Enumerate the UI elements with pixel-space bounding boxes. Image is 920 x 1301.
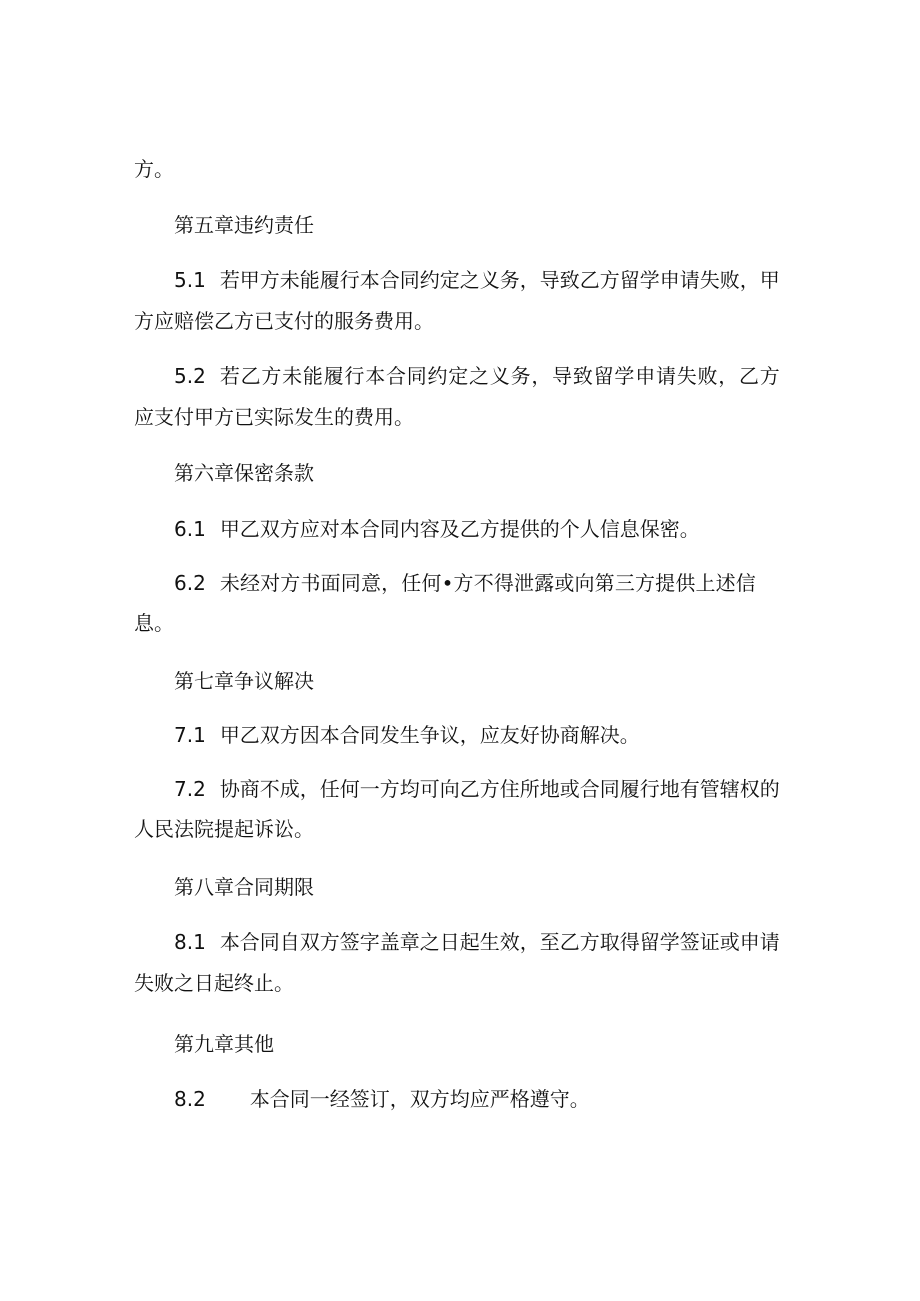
clause-number: 7.1 — [174, 723, 206, 747]
clause-8-1-line-1 — [174, 930, 824, 954]
chapter-heading-5: 第五章违约责任 — [174, 213, 314, 237]
chapter-heading-9: 第九章其他 — [174, 1032, 274, 1056]
clause-number: 7.2 — [174, 777, 206, 801]
clause-5-1-line-2: 方应赔偿乙方已支付的服务费用。 — [134, 309, 434, 333]
clause-text: 甲乙双方因本合同发生争议，应友好协商解决。 — [219, 723, 640, 747]
paragraph-continuation — [134, 157, 784, 181]
clause-5-1-line-1 — [174, 268, 824, 292]
clause-text: 若乙方未能履行本合同约定之义务，导致留学申请失败，乙方 — [219, 364, 780, 388]
clause-text: 本合同自双方签字盖章之日起生效，至乙方取得留学签证或申请 — [219, 930, 780, 954]
text: 方。 — [134, 157, 174, 181]
chapter-heading-8: 第八章合同期限 — [174, 875, 314, 899]
chapter-heading-6: 第六章保密条款 — [174, 461, 314, 485]
clause-7-2-line-1 — [174, 777, 824, 801]
clause-6-1-line-1 — [174, 517, 824, 541]
clause-text: 甲乙双方应对本合同内容及乙方提供的个人信息保密。 — [219, 517, 700, 541]
clause-number: 6.1 — [174, 517, 206, 541]
clause-7-1-line-1 — [174, 723, 824, 747]
chapter-heading-7: 第七章争议解决 — [174, 669, 314, 693]
clause-text: 协商不成，任何一方均可向乙方住所地或合同履行地有管辖权的 — [219, 777, 780, 801]
clause-number: 8.2 — [174, 1087, 206, 1111]
clause-8-1-line-2: 失败之日起终止。 — [134, 971, 294, 995]
clause-5-2-line-2: 应支付甲方已实际发生的费用。 — [134, 405, 414, 429]
clause-text: 本合同一经签订，双方均应严格遵守。 — [249, 1087, 590, 1111]
clause-5-2-line-1 — [174, 364, 824, 388]
clause-6-2-line-2: 息。 — [134, 611, 174, 635]
clause-7-2-line-2: 人民法院提起诉讼。 — [134, 817, 314, 841]
clause-number: 5.2 — [174, 364, 206, 388]
clause-6-2-line-1 — [174, 571, 824, 595]
clause-text: 未经对方书面同意，任何•方不得泄露或向第三方提供上述信 — [219, 571, 756, 595]
clause-8-2-line-1 — [174, 1087, 824, 1111]
clause-text: 若甲方未能履行本合同约定之义务，导致乙方留学申请失败，甲 — [219, 268, 780, 292]
clause-number: 5.1 — [174, 268, 206, 292]
clause-number: 6.2 — [174, 571, 206, 595]
clause-number: 8.1 — [174, 930, 206, 954]
